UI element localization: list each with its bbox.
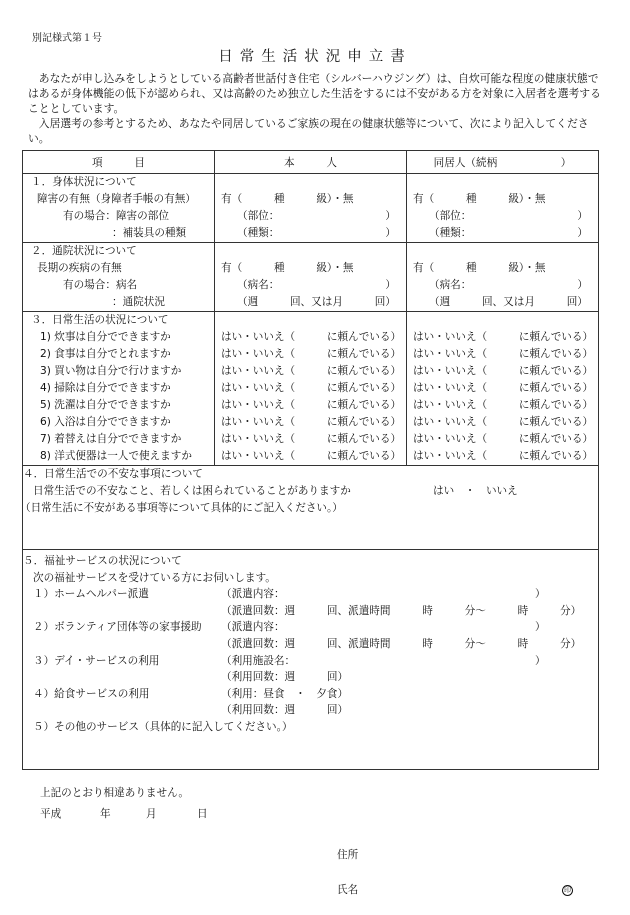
section1-self[interactable] [215, 174, 407, 243]
header-self: 本 人 [215, 151, 407, 174]
self-daily-answer[interactable]: はい・いいえ（ に頼んでいる） [221, 348, 402, 360]
date-year: 年 [100, 808, 111, 820]
service-4-meal-field[interactable]: （利用：昼食 ・ 夕食） [221, 687, 349, 700]
cohab-daily-answer[interactable]: はい・いいえ（ に頼んでいる） [413, 348, 594, 360]
service-3-facility-field[interactable]: （利用施設名： [221, 654, 296, 667]
self-illness-answer[interactable]: 有（ 種 級）・無 [221, 262, 354, 274]
section2-row-disease: 有の場合：病名 [63, 279, 138, 291]
service-1-frequency-field[interactable]: （派遣回数：週 回、派遣時間 時 分～ 時 分） [221, 604, 582, 617]
self-disease-field[interactable]: （病名： ） [237, 279, 396, 291]
service-4-line2 [23, 702, 598, 719]
service-1-content-field[interactable]: （派遣内容： [221, 588, 285, 601]
section3-row [23, 312, 599, 466]
cohab-daily-answer[interactable]: はい・いいえ（ に頼んでいる） [413, 365, 594, 377]
section4-question-line [23, 483, 598, 500]
section1-row-part: 有の場合：障害の部位 [63, 210, 169, 222]
daily-item: 4) 掃除は自分でできますか [40, 382, 171, 394]
cohab-disability-answer[interactable]: 有（ 種 級）・無 [413, 193, 546, 205]
self-visits-field[interactable]: （週 回、又は月 回） [237, 296, 396, 308]
section4-note: （日常生活に不安がある事項等について具体的にご記入ください。） [20, 502, 343, 514]
service-5-line1 [23, 719, 598, 736]
section1-items [23, 174, 215, 243]
section2-self[interactable] [215, 243, 407, 312]
daily-item: 7) 着替えは自分でできますか [40, 433, 182, 445]
date-line[interactable] [40, 806, 208, 821]
self-daily-answer[interactable]: はい・いいえ（ に頼んでいる） [221, 382, 402, 394]
self-device-field[interactable]: （種類： ） [237, 227, 396, 239]
section5-cell[interactable] [23, 550, 599, 770]
section5-lead: 次の福祉サービスを受けている方にお伺いします。 [33, 571, 276, 584]
section2-row [23, 243, 599, 312]
section1-title: １．身体状況について [31, 176, 137, 188]
self-daily-answer[interactable]: はい・いいえ（ に頼んでいる） [221, 399, 402, 411]
self-daily-answer[interactable]: はい・いいえ（ に頼んでいる） [221, 433, 402, 445]
section5-title: ５．福祉サービスの状況について [23, 555, 182, 567]
section2-cohabitant[interactable] [407, 243, 599, 312]
self-daily-answer[interactable]: はい・いいえ（ に頼んでいる） [221, 450, 402, 462]
seal-icon: 印 [564, 886, 571, 894]
date-era: 平成 [40, 808, 62, 820]
service-4-line1 [23, 686, 598, 703]
table-header-row [23, 151, 599, 174]
intro-paragraph-1: あなたが申し込みをしようとしている高齢者世話付き住宅（シルバーハウジング）は、自炊可能な程度の健康状態ではあるが身体機能の低下が認められ、又は高齢のため独立した生活をするには不安がある方を対象に入居者を選考することとしています。 [28, 72, 601, 115]
form-number: 別記様式第１号 [32, 33, 102, 44]
cohab-part-field[interactable]: （部位： ） [429, 210, 588, 222]
service-1-name: １）ホームヘルパー派遣 [33, 588, 149, 601]
date-month: 月 [146, 808, 157, 820]
service-2-name: ２）ボランティア団体等の家事援助 [33, 621, 202, 634]
service-1-line2 [23, 603, 598, 620]
service-4-frequency-field[interactable]: （利用回数：週 回） [221, 704, 349, 717]
daily-item: 8) 洋式便器は一人で使えますか [40, 450, 192, 462]
service-2-content-field[interactable]: （派遣内容： [221, 621, 285, 634]
date-day: 日 [197, 808, 208, 820]
section3-items [23, 312, 215, 466]
section2-title: ２．通院状況について [31, 245, 137, 257]
cohab-daily-answer[interactable]: はい・いいえ（ に頼んでいる） [413, 399, 594, 411]
header-item: 項 目 [23, 151, 215, 174]
cohab-daily-answer[interactable]: はい・いいえ（ に頼んでいる） [413, 416, 594, 428]
section1-row [23, 174, 599, 243]
section4-row [23, 466, 599, 550]
cohab-daily-answer[interactable]: はい・いいえ（ に頼んでいる） [413, 433, 594, 445]
address-label: 住所 [337, 849, 359, 861]
cohab-visits-field[interactable]: （週 回、又は月 回） [429, 296, 588, 308]
cohab-illness-answer[interactable]: 有（ 種 級）・無 [413, 262, 546, 274]
section4-answer[interactable]: はい ・ いいえ [433, 485, 518, 497]
application-form-table [22, 150, 599, 770]
section4-title: ４．日常生活での不安な事項について [23, 468, 203, 480]
document-title: 日常生活状況申立書 [218, 49, 412, 65]
service-1-line1: １）ホームヘルパー派遣 （派遣内容： ） [23, 586, 598, 603]
section1-row-device: ：補装具の種類 [112, 227, 187, 239]
service-5-name: ５）その他のサービス（具体的に記入してください。） [33, 720, 293, 733]
service-2-line2 [23, 636, 598, 653]
intro-paragraph-2: 入居選考の参考とするため、あなたや同居しているご家族の現在の健康状態等について、次により記入してください。 [28, 117, 589, 145]
cohab-daily-answer[interactable]: はい・いいえ（ に頼んでいる） [413, 450, 594, 462]
self-part-field[interactable]: （部位： ） [237, 210, 396, 222]
service-3-frequency-field[interactable]: （利用回数：週 回） [221, 671, 349, 684]
section3-title: ３．日常生活の状況について [31, 314, 169, 326]
daily-item: 1) 炊事は自分でできますか [40, 331, 171, 343]
self-daily-answer[interactable]: はい・いいえ（ に頼んでいる） [221, 416, 402, 428]
cohab-daily-answer[interactable]: はい・いいえ（ に頼んでいる） [413, 382, 594, 394]
daily-item: 6) 入浴は自分でできますか [40, 416, 171, 428]
service-2-frequency-field[interactable]: （派遣回数：週 回、派遣時間 時 分～ 時 分） [221, 637, 582, 650]
section2-items [23, 243, 215, 312]
cohab-disease-field[interactable]: （病名： ） [429, 279, 588, 291]
daily-item: 2) 食事は自分でとれますか [40, 348, 171, 360]
section2-row-visits: ：通院状況 [112, 296, 165, 308]
intro-text [28, 71, 608, 146]
section3-self[interactable] [215, 312, 407, 466]
header-cohabitant: 同居人（続柄 ） [407, 151, 599, 174]
section1-cohabitant[interactable] [407, 174, 599, 243]
service-3-line2 [23, 669, 598, 686]
self-daily-answer[interactable]: はい・いいえ（ に頼んでいる） [221, 365, 402, 377]
service-3-name: ３）デイ・サービスの利用 [33, 654, 160, 667]
section5-row [23, 550, 599, 770]
section1-row-disability: 障害の有無（身障者手帳の有無） [37, 193, 196, 205]
section3-cohabitant[interactable] [407, 312, 599, 466]
service-3-line1: ３）デイ・サービスの利用 （利用施設名： ） [23, 653, 598, 670]
service-4-name: ４）給食サービスの利用 [33, 687, 150, 700]
self-disability-answer[interactable]: 有（ 種 級）・無 [221, 193, 354, 205]
cohab-device-field[interactable]: （種類： ） [429, 227, 588, 239]
daily-item: 5) 洗濯は自分でできますか [40, 399, 171, 411]
cohab-daily-answer[interactable]: はい・いいえ（ に頼んでいる） [413, 331, 594, 343]
section4-cell[interactable] [20, 466, 599, 550]
declaration: 上記のとおり相違ありません。 [40, 787, 189, 799]
service-2-line1: ２）ボランティア団体等の家事援助 （派遣内容： ） [23, 619, 598, 636]
daily-item: 3) 買い物は自分で行けますか [40, 365, 182, 377]
name-label: 氏名 [337, 884, 359, 896]
section4-question: 日常生活での不安なこと、若しくは困られていることがありますか [33, 485, 351, 497]
self-daily-answer[interactable]: はい・いいえ（ に頼んでいる） [221, 331, 402, 343]
section2-row-illness: 長期の疾病の有無 [37, 262, 122, 274]
